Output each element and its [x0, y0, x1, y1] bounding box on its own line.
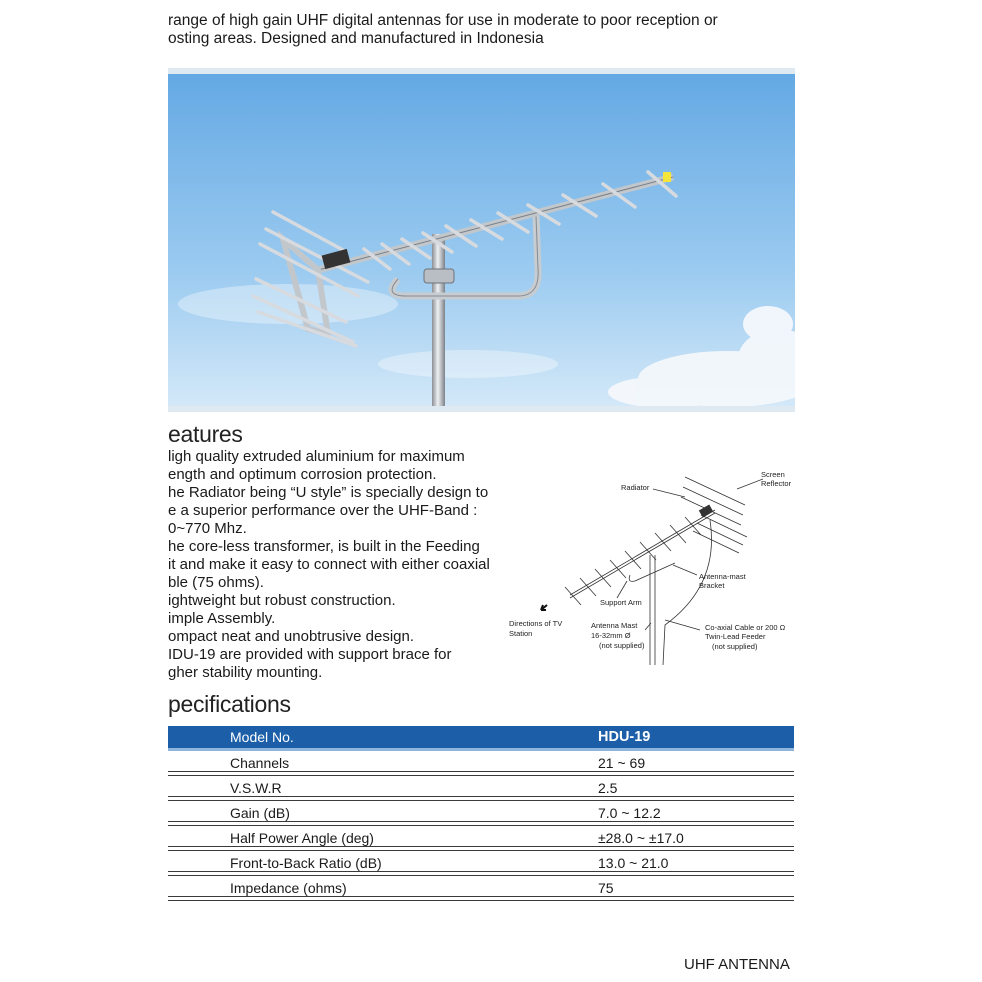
diagram-label-cable-2: Twin-Lead Feeder	[705, 632, 766, 641]
feature-line: ligh quality extruded aluminium for maximum	[168, 448, 465, 465]
diagram-label-cable-1: Co-axial Cable or 200 Ω	[705, 623, 786, 632]
table-header-row	[168, 726, 794, 750]
features-list	[168, 448, 528, 682]
feature-line: imple Assembly.	[168, 610, 276, 627]
row-value: 7.0 ~ 12.2	[598, 801, 794, 826]
row-label: Impedance (ohms)	[168, 876, 598, 901]
feature-line: ength and optimum corrosion protection.	[168, 466, 437, 483]
feature-line: IDU-19 are provided with support brace for	[168, 646, 452, 663]
feature-line: it and make it easy to connect with either coaxial	[168, 556, 490, 573]
intro-line-2: osting areas. Designed and manufactured in Indonesia	[168, 30, 544, 47]
feature-line: ightweight but robust construction.	[168, 592, 396, 609]
diagram-label-mast-3: (not supplied)	[599, 641, 645, 650]
row-value: ±28.0 ~ ±17.0	[598, 826, 794, 851]
table-row	[168, 876, 794, 901]
row-label: V.S.W.R	[168, 776, 598, 801]
table-row	[168, 826, 794, 851]
antenna-diagram	[505, 465, 805, 665]
diagram-label-cable-3: (not supplied)	[712, 642, 758, 651]
row-value: 2.5	[598, 776, 794, 801]
intro-text	[168, 12, 788, 48]
table-row	[168, 851, 794, 876]
diagram-label-screen: Screen	[761, 470, 785, 479]
features-title: eatures	[168, 421, 243, 447]
feature-line: ble (75 ohms).	[168, 574, 264, 591]
diagram-label-bracket-1: Antenna-mast	[699, 572, 746, 581]
antenna-photo-image	[168, 74, 795, 406]
feature-line: ompact neat and unobtrusive design.	[168, 628, 414, 645]
diagram-label-mast-2: 16-32mm Ø	[591, 631, 631, 640]
diagram-label-bracket-2: Bracket	[699, 581, 725, 590]
row-value: 75	[598, 876, 794, 901]
feature-line: 0~770 Mhz.	[168, 520, 247, 537]
row-label: Front-to-Back Ratio (dB)	[168, 851, 598, 876]
footer-label: UHF ANTENNA	[684, 956, 790, 973]
feature-line: he core-less transformer, is built in the Feeding	[168, 538, 480, 555]
row-value: 13.0 ~ 21.0	[598, 851, 794, 876]
header-label: Model No.	[168, 726, 598, 750]
table-row	[168, 801, 794, 826]
row-label: Gain (dB)	[168, 801, 598, 826]
diagram-label-directions-1: Directions of TV	[509, 619, 563, 628]
specifications-table	[168, 726, 794, 901]
row-value: 21 ~ 69	[598, 750, 794, 776]
intro-line-1: range of high gain UHF digital antennas for use in moderate to poor reception or	[168, 12, 718, 29]
table-row	[168, 776, 794, 801]
diagram-label-directions-2: Station	[509, 629, 533, 638]
diagram-label-radiator: Radiator	[621, 483, 650, 492]
table-row	[168, 750, 794, 776]
row-label: Half Power Angle (deg)	[168, 826, 598, 851]
diagram-label-reflector: Reflector	[761, 479, 792, 488]
specifications-title: pecifications	[168, 691, 291, 717]
row-label: Channels	[168, 750, 598, 776]
diagram-label-support-arm: Support Arm	[600, 598, 642, 607]
diagram-label-mast-1: Antenna Mast	[591, 621, 638, 630]
header-value: HDU-19	[598, 726, 794, 750]
feature-line: gher stability mounting.	[168, 664, 323, 681]
feature-line: he Radiator being “U style” is specially design to	[168, 484, 489, 501]
antenna-photo	[168, 68, 795, 412]
feature-line: e a superior performance over the UHF-Band :	[168, 502, 478, 519]
